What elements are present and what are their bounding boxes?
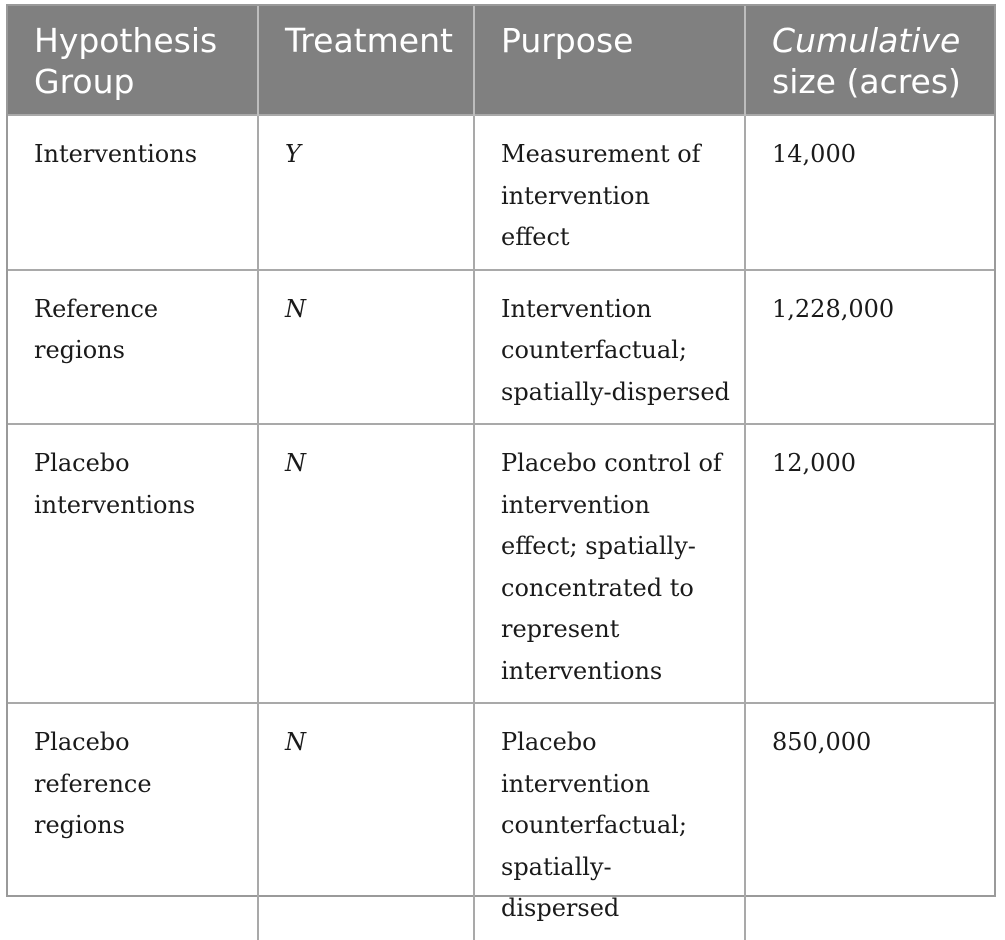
cell-size-text: 850,000 (772, 728, 872, 756)
header-hypothesis-group-label: Hypothesis Group (34, 21, 218, 101)
table-row (8, 703, 994, 940)
cell-purpose-text: Intervention counterfactual; spatially-dispersed (501, 294, 730, 406)
cell-treatment (258, 270, 474, 425)
header-purpose (474, 6, 745, 115)
table-row (8, 270, 994, 425)
cell-group (8, 703, 258, 940)
cell-size-text: 14,000 (772, 140, 856, 168)
cell-treatment-text: N (285, 728, 306, 756)
cell-purpose-text: Placebo intervention counterfactual; spatially- dispersed (501, 728, 687, 922)
cell-purpose-text: Placebo control of intervention effect; spatially- concentrated to represent interventions (501, 449, 722, 685)
header-treatment (258, 6, 474, 115)
cell-size (745, 115, 994, 270)
table-row (8, 115, 994, 270)
cell-purpose (474, 270, 745, 425)
cell-size (745, 703, 994, 940)
cell-treatment-text: N (285, 294, 306, 323)
header-hypothesis-group (8, 6, 258, 115)
cell-group-text: Reference regions (34, 294, 159, 364)
cell-group-text: Placebo reference regions (34, 728, 152, 839)
cell-group (8, 424, 258, 703)
cell-treatment-text: Y (285, 140, 301, 168)
cell-purpose-text: Measurement of intervention effect (501, 140, 701, 251)
cell-group (8, 270, 258, 425)
cell-size-text: 1,228,000 (772, 294, 895, 323)
cell-treatment-text: N (285, 449, 306, 477)
cell-group-text: Placebo interventions (34, 449, 196, 519)
table-row (8, 424, 994, 703)
cell-treatment (258, 424, 474, 703)
header-treatment-label: Treatment (285, 21, 453, 60)
header-cumulative-size (745, 6, 994, 115)
header-cumulative-word: Cumulative (772, 21, 961, 60)
hypothesis-table (6, 4, 996, 922)
table (8, 6, 994, 940)
cell-treatment (258, 703, 474, 940)
header-row (8, 6, 994, 115)
header-purpose-label: Purpose (501, 21, 634, 60)
cell-purpose (474, 703, 745, 940)
cell-purpose (474, 115, 745, 270)
cell-size (745, 270, 994, 425)
cell-size (745, 424, 994, 703)
cell-size-text: 12,000 (772, 449, 856, 477)
cell-purpose (474, 424, 745, 703)
header-size-acres: size (acres) (772, 62, 961, 101)
cell-group (8, 115, 258, 270)
cell-treatment (258, 115, 474, 270)
cell-group-text: Interventions (34, 140, 198, 168)
